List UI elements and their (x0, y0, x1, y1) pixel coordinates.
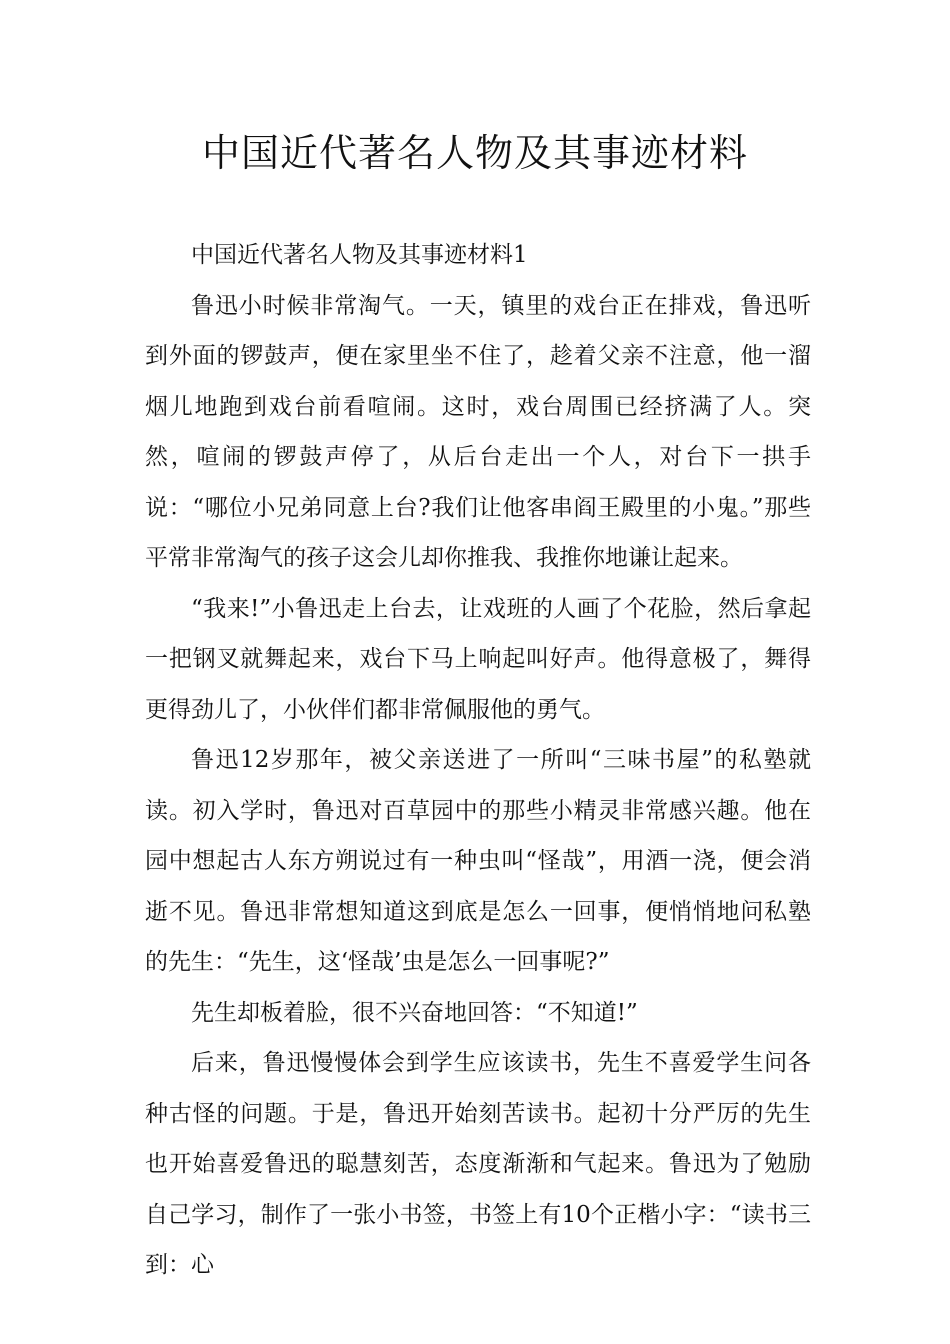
paragraph: 先生却板着脸，很不兴奋地回答：“不知道!” (191, 999, 638, 1026)
document-title: 中国近代著名人物及其事迹材料 (201, 131, 748, 175)
document-body (145, 230, 811, 1291)
paragraph: 鲁迅小时候非常淘气。一天，镇里的戏台正在排戏，鲁迅听到外面的锣鼓声，便在家里坐不住了，趁着父亲不注意，他一溜烟儿地跑到戏台前看喧闹。这时，戏台周围已经挤满了人。突然，喧闹的锣鼓声停了，从后台走出一个人，对台下一拱手说：“哪位小兄弟同意上台?我们让他客串阎王殿里的小鬼。”那些平常非常淘气的孩子这会儿却你推我、我推你地谦让起来。 (145, 292, 811, 571)
section-heading: 中国近代著名人物及其事迹材料1 (191, 242, 528, 268)
paragraph: 鲁迅12岁那年，被父亲送进了一所叫“三味书屋”的私塾就读。初入学时，鲁迅对百草园中的那些小精灵非常感兴趣。他在园中想起古人东方朔说过有一种虫叫“怪哉”，用酒一浇，便会消逝不见。鲁迅非常想知道这到底是怎么一回事，便悄悄地问私塾的先生：“先生，这‘怪哉’虫是怎么一回事呢?” (145, 747, 811, 975)
paragraph: 后来，鲁迅慢慢体会到学生应该读书，先生不喜爱学生问各种古怪的问题。于是，鲁迅开始刻苦读书。起初十分严厉的先生也开始喜爱鲁迅的聪慧刻苦，态度渐渐和气起来。鲁迅为了勉励自己学习，制作了一张小书签，书签上有10个正楷小字：“读书三到：心 (145, 1050, 811, 1278)
paragraph: “我来!”小鲁迅走上台去，让戏班的人画了个花脸，然后拿起一把钢叉就舞起来，戏台下马上响起叫好声。他得意极了，舞得更得劲儿了，小伙伴们都非常佩服他的勇气。 (145, 595, 811, 723)
